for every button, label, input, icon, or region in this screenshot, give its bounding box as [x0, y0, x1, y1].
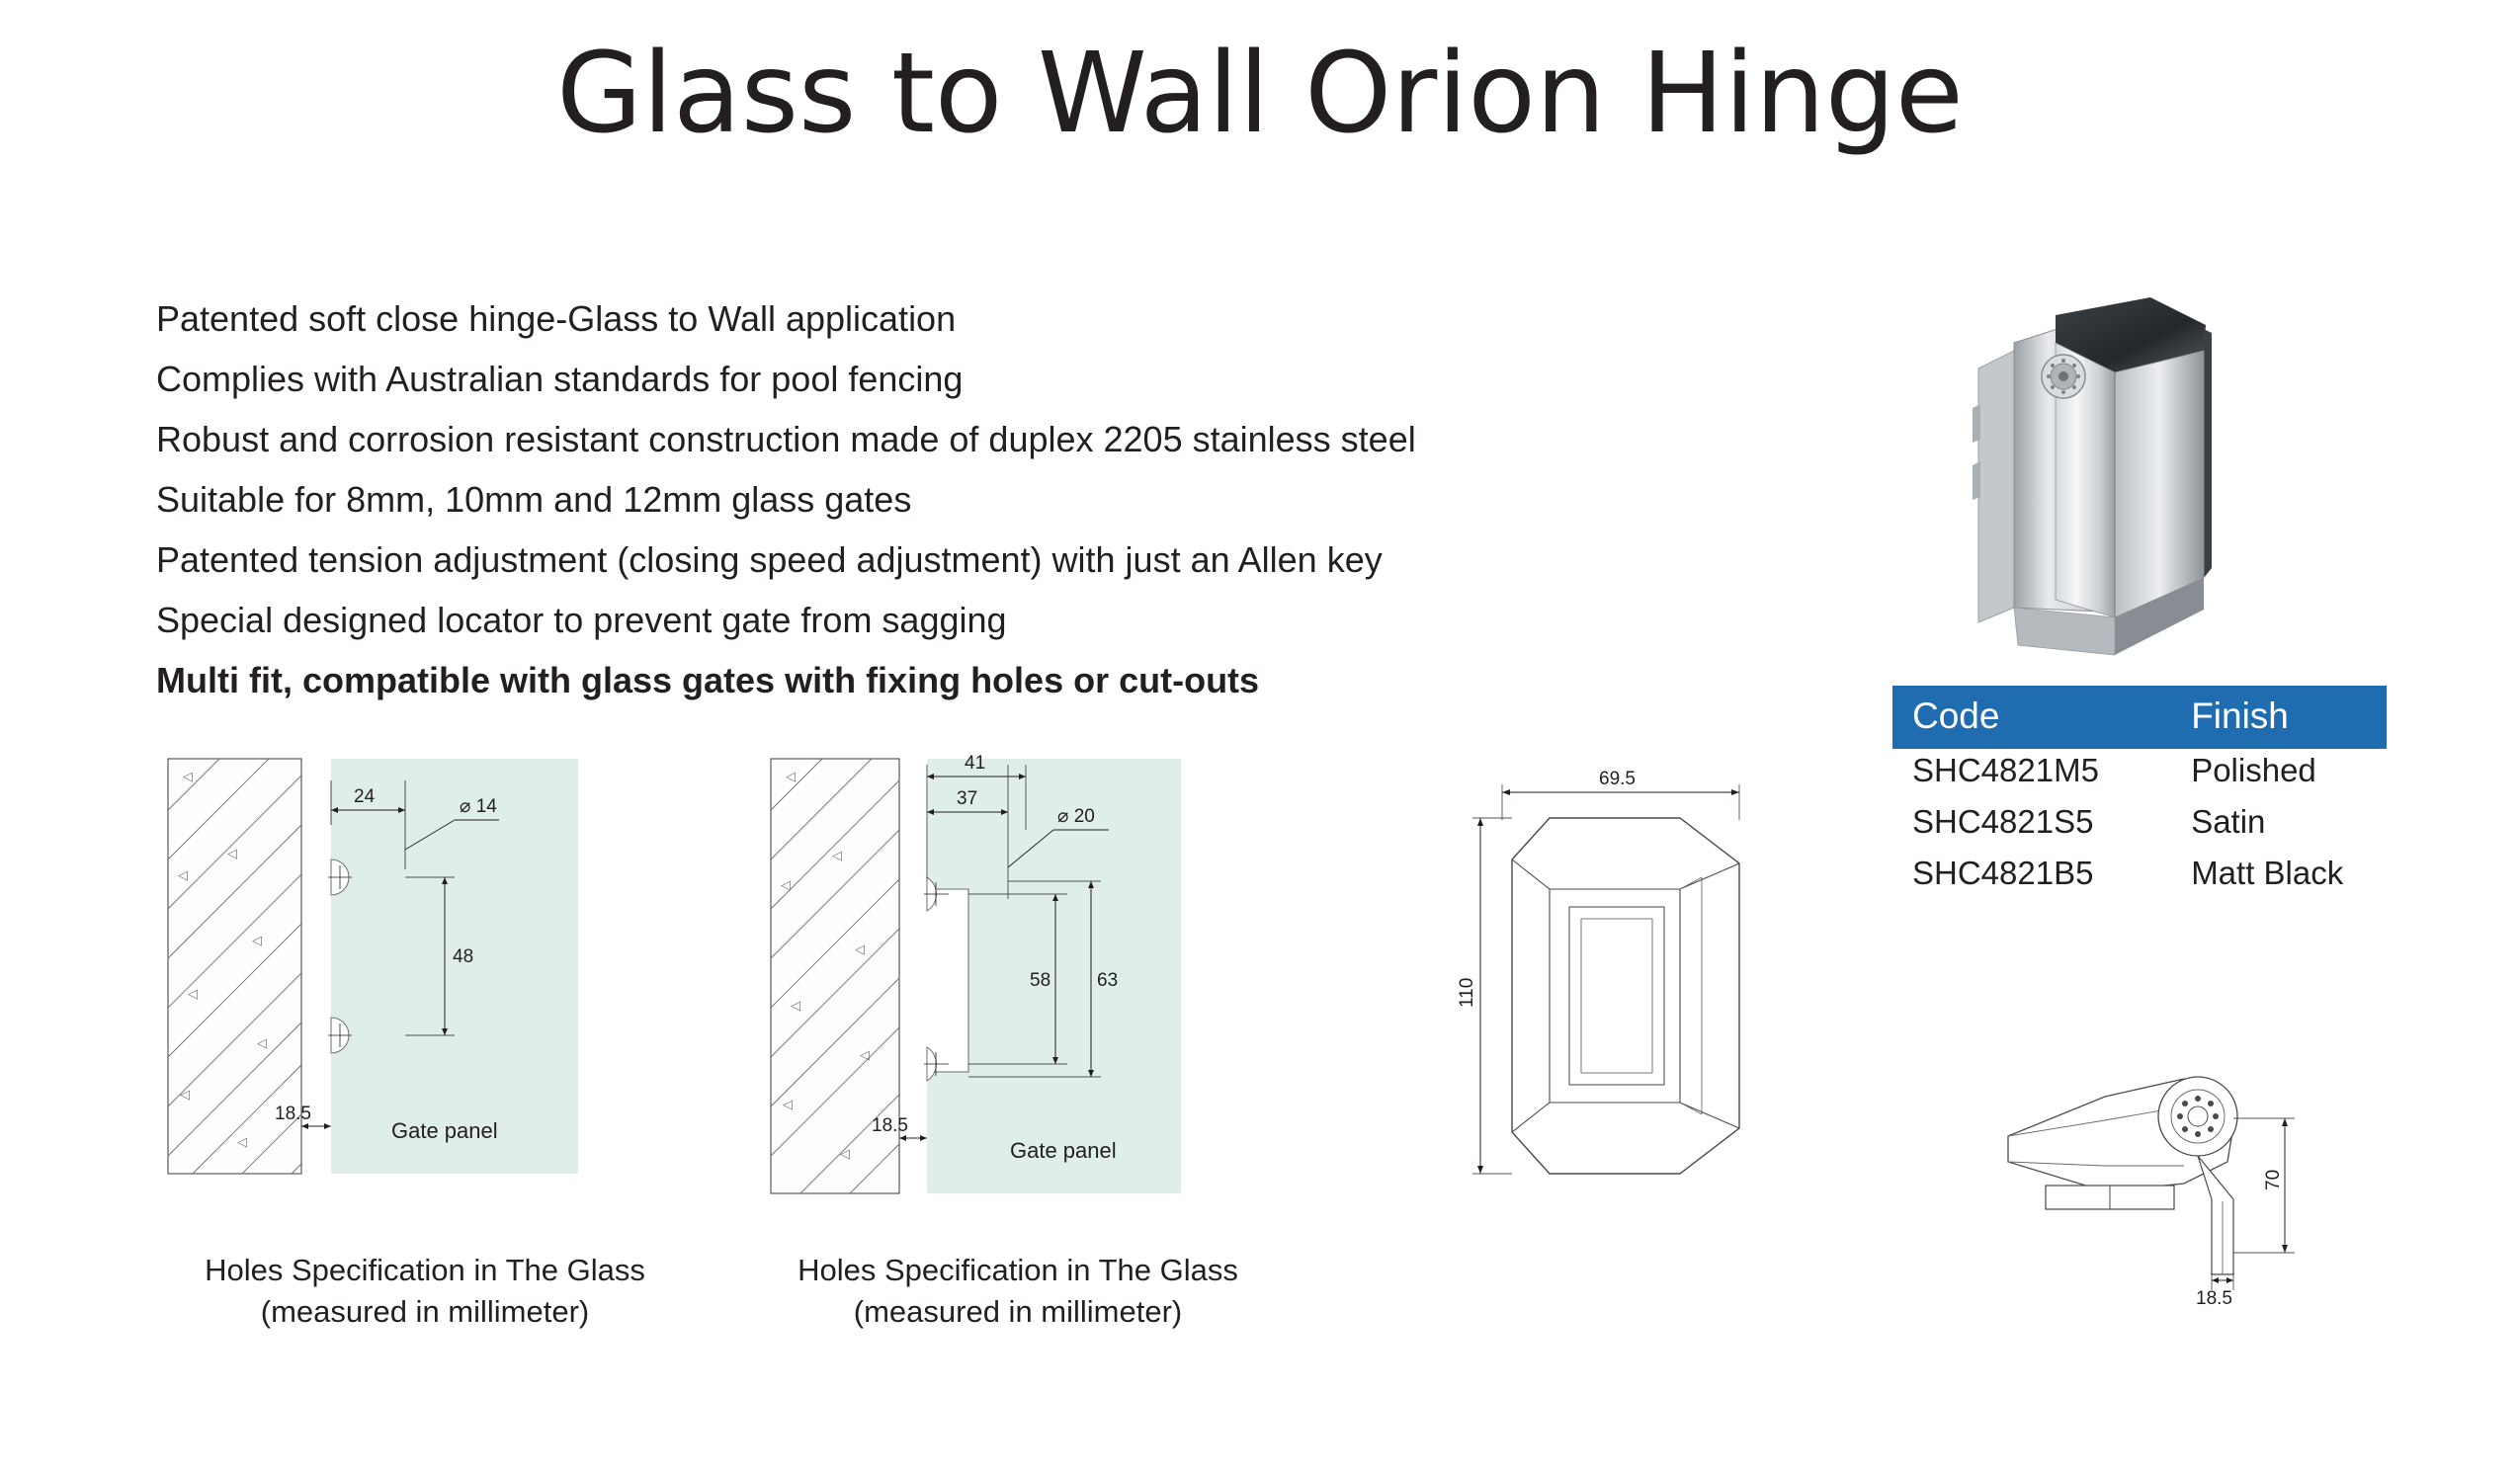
column-header-finish: Finish	[2143, 686, 2387, 749]
cell-finish: Matt Black	[2191, 855, 2344, 891]
dim-cutout-inner: 37	[957, 788, 978, 809]
cell-finish: Polished	[2191, 752, 2316, 788]
dim-edge-offset: 24	[354, 786, 376, 807]
feature-list	[156, 288, 1836, 710]
cell-code: SHC4821S5	[1912, 803, 2094, 840]
svg-text:◁: ◁	[180, 1087, 190, 1102]
cell-code: SHC4821B5	[1912, 855, 2094, 891]
table-row	[1892, 749, 2387, 800]
dim-height: 110	[1457, 977, 1477, 1008]
dim-side-height: 70	[2263, 1169, 2284, 1190]
feature-item: Multi fit, compatible with glass gates with fixing holes or cut-outs	[156, 660, 1260, 700]
drawing-holes-round	[158, 751, 712, 1205]
dim-inner-height: 58	[1030, 970, 1051, 991]
svg-text:◁: ◁	[183, 769, 193, 783]
feature-item: Robust and corrosion resistant construction made of duplex 2205 stainless steel	[156, 419, 1416, 459]
feature-item: Special designed locator to prevent gate from sagging	[156, 600, 1007, 640]
svg-text:◁: ◁	[227, 846, 237, 860]
caption-line: (measured in millimeter)	[260, 1294, 590, 1329]
svg-text:◁: ◁	[781, 877, 791, 892]
dim-width: 69.5	[1599, 769, 1636, 789]
cell-finish: Satin	[2191, 803, 2266, 840]
caption-line: Holes Specification in The Glass	[798, 1253, 1238, 1287]
page-title: Glass to Wall Orion Hinge	[556, 30, 1964, 158]
caption-line: (measured in millimeter)	[853, 1294, 1183, 1329]
drawing-side-view	[1986, 988, 2401, 1314]
drawing-front-view	[1443, 761, 1858, 1225]
caption-holes-cutout	[692, 1250, 1344, 1333]
svg-text:◁: ◁	[860, 1047, 870, 1062]
svg-text:◁: ◁	[237, 1134, 247, 1149]
feature-item: Patented soft close hinge-Glass to Wall application	[156, 298, 957, 339]
dim-hole-diameter: ⌀ 14	[460, 796, 497, 817]
dim-side-offset: 18.5	[2196, 1288, 2232, 1309]
caption-line: Holes Specification in The Glass	[205, 1253, 645, 1287]
dim-cutout-width: 41	[965, 753, 986, 774]
svg-text:◁: ◁	[840, 1146, 850, 1161]
cell-code: SHC4821M5	[1912, 752, 2099, 788]
dim-wall-gap: 18.5	[275, 1104, 311, 1124]
code-finish-table	[1892, 686, 2387, 903]
svg-text:◁: ◁	[783, 1097, 793, 1111]
dim-wall-gap: 18.5	[872, 1115, 908, 1136]
svg-text:◁: ◁	[178, 867, 188, 882]
gate-panel-label: Gate panel	[391, 1118, 498, 1143]
svg-text:◁: ◁	[786, 769, 796, 783]
feature-item: Suitable for 8mm, 10mm and 12mm glass gates	[156, 479, 912, 520]
feature-item: Complies with Australian standards for pool fencing	[156, 359, 964, 399]
table-row	[1892, 800, 2387, 852]
svg-text:◁: ◁	[257, 1035, 267, 1050]
column-header-code: Code	[1892, 686, 2143, 749]
table-row	[1892, 852, 2387, 903]
svg-text:◁: ◁	[791, 998, 800, 1013]
feature-item: Patented tension adjustment (closing speed adjustment) with just an Allen key	[156, 539, 1383, 580]
svg-text:◁: ◁	[188, 986, 198, 1001]
svg-text:◁: ◁	[855, 941, 865, 956]
svg-text:◁: ◁	[832, 848, 842, 862]
product-photo	[1957, 282, 2253, 672]
table-header-row	[1892, 686, 2387, 749]
dim-outer-height: 63	[1097, 970, 1119, 991]
dim-hole-spacing: 48	[453, 946, 474, 967]
svg-text:◁: ◁	[252, 933, 262, 947]
gate-panel-label: Gate panel	[1010, 1138, 1117, 1163]
drawing-holes-cutout	[761, 751, 1354, 1215]
dim-hole-diameter: ⌀ 20	[1057, 806, 1095, 827]
caption-holes-round	[109, 1250, 741, 1333]
